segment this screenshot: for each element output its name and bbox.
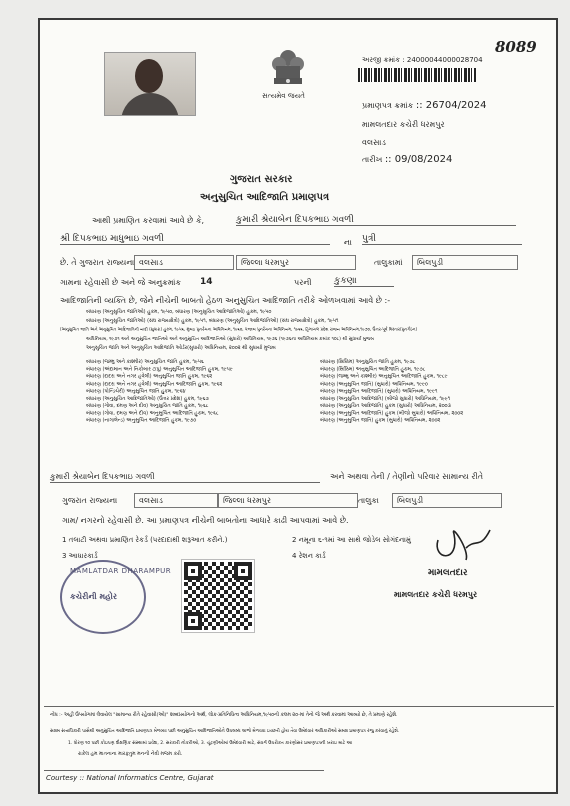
- footer-para-2: 1. ધોરણ ૧૦ પછી કોઇપણ શૈક્ષણિક સંસ્થામાં પ્રવેશ, 2. સરકારી નોકરીઓ, 3. ચૂંટણીઓમાં ઉમેદવારી માટે, સંવર્ગ ઉપરોક્ત કારણોસર પ્રમાણપત્રની ખરાઇ માટે આ: [68, 740, 353, 746]
- state-district-field-2: વલસાડ: [134, 493, 218, 508]
- basis-item-3: 3 આધારકાર્ડ: [62, 552, 98, 560]
- issuing-office: મામલતદાર કચેરી ધરમપુર: [362, 120, 445, 129]
- issuing-district: વલસાડ: [362, 138, 386, 147]
- order-left-item: બંધારણ (દાદરા અને નગર હવેલી) અનુસુચિત જાતિ હુકમ, ૧૯૬૨: [86, 373, 213, 379]
- state-text: છે. તે ગુજરાત રાજ્યના: [60, 258, 135, 267]
- footer-note: નોંધ :- અહીં ઉપયોગમાં લેવાયેલ "સામાન્ય રીતે રહેવાસી(ઓ)" શબ્દપ્રયોગનો અર્થ, લોક-પ્રતિનિધિત્વ અધિનિયમ,૧૯૫૦ની કલમ ૨૦-માં તેનો જે અર્થ કરવામાં આવ્યો છે, તે પ્રમાણે રહેશે.: [50, 712, 398, 718]
- order-para-3: (અનુસુચિત જાતિ અને અનુસુચિત આદિજાતિની યાદી (સુધારા) હુકમ, ૧૯૫૬, મુંબઇ પુનર્રચના અધિનિયમ, ૧૯૬૦, પંજાબ પુનર્રચના અધિનિયમ, ૧૯૬૬, હિમાચલ પ્રદેશ રાજ્ય અધિનિયમ,૧૯૭૦, ઉત્તર-પૂર્વ વિસ્તાર(પુનર્ગઠન): [60, 327, 418, 332]
- order-left-item: બંધારણ (નાગાલેન્ડ) અનુસુચિત આદિજાતિ હુકમ, ૧૯૭૦: [86, 417, 197, 424]
- state-district-field: વલસાડ: [134, 255, 234, 270]
- order-left-item: બંધારણ (ગોવા, દમણ અને દીવ) અનુસુચિત જાતિ હુકમ, ૧૯૬૮: [86, 402, 209, 409]
- signature-icon: [430, 520, 500, 570]
- caste-name: કુકણા: [334, 276, 394, 287]
- taluka-label: તાલુકામાં: [374, 258, 403, 267]
- signatory-title: મામલતદાર: [428, 568, 468, 578]
- order-left-item: બંધારણ (ગોવા, દમણ અને દીવ) અનુસુચિત આદિજાતિ હુકમ, ૧૯૬૮: [86, 410, 219, 416]
- basis-item-1: 1 તલાટી અથવા પ્રમાણિત રેકર્ડ (પરદાદાથી શરૂઆત કરીને.): [62, 536, 228, 544]
- order-right-item: બંધારણ (અનુસુચિત જાતિ) હુકમ (સુધારો) અધિનિયમ, ૨૦૦૨: [320, 417, 441, 424]
- seal-ring-text: MAMLATDAR DHARAMPUR: [70, 567, 172, 575]
- order-right-item: બંધારણ (અનુસુચિત આદિજાતિ) (સુધારો) અધિનિયમ, ૧૯૯૧: [320, 388, 438, 394]
- applicant-photo: [104, 52, 196, 116]
- certificate-number-row: પ્રમાણપત્ર ક્રમાંક :: 26704/2024: [362, 100, 487, 111]
- taluka-label-2: તાલુકા: [358, 496, 379, 505]
- certificate-title: અનુસુચિત આદિજાતિ પ્રમાણપત્ર: [200, 192, 330, 203]
- order-para-2: બંધારણ (અનુસુચિત જાતિઓ) (સંઘ રાજ્યક્ષેત્રો) હુકમ, ૧૯૫૧, બંધારણ (અનુસુચિત આદિજાતિઓ) (સંઘ રાજ્યક્ષેત્રો) હુકમ, ૧૯૫૧: [86, 318, 339, 324]
- order-left-item: બંધારણ (અંદામાન અને નિકોબાર ટાપુ) અનુસુચિત આદિજાતિ હુકમ, ૧૯૫૯: [86, 366, 233, 372]
- basis-item-4: 4 રેશન કાર્ડ: [292, 552, 326, 560]
- order-right-item: બંધારણ (અનુસુચિત જાતિ) (સુધારો) અધિનિયમ, ૧૯૯૦: [320, 380, 428, 387]
- family-text: અને અથવા તેની / તેણીનો પરિવાર સામાન્ય રીતે: [330, 472, 484, 481]
- order-para-1: બંધારણ (અનુસુચિત જાતિઓ) હુકમ, ૧૯૫૦, બંધારણ (અનુસુચિત આદિજાતિઓ) હુકમ, ૧૯૫૦: [86, 309, 272, 315]
- district-field: જિલ્લા ધરમપુર: [236, 255, 356, 270]
- order-right-item: બંધારણ (સિક્કિમ) અનુસુચિત આદિજાતિ હુકમ, ૧૯૭૮: [320, 366, 426, 372]
- orders-left-column: [86, 358, 233, 424]
- caste-suffix: પરની: [294, 278, 312, 287]
- order-left-item: બંધારણ (જમ્મુ અને કાશ્મીર) અનુસુચિત જાતિ હુકમ, ૧૯૫૬: [86, 358, 204, 365]
- order-right-item: બંધારણ (જમ્મુ અને કાશ્મીર) અનુસુચિત આદિજાતિ હુકમ, ૧૯૮૯: [320, 373, 448, 379]
- taluka-field: બિલપુડી: [412, 255, 518, 270]
- application-number: અરજી ક્રમાંક : 24000044000028704: [362, 56, 483, 64]
- qr-code: [182, 560, 254, 632]
- order-left-item: બંધારણ (દાદરા અને નગર હવેલી) અનુસુચિત આદિજાતિ હુકમ, ૧૯૬૨: [86, 380, 223, 387]
- emblem-caption: સત્યમેવ જયતે: [262, 92, 305, 100]
- relation: પુત્રી: [362, 234, 522, 245]
- basis-text: ગામ/ નગરનો રહેવાસી છે. આ પ્રમાણપત્ર નીચેની બાબતોના આધારે કાઢી આપવામાં આવે છે.: [62, 516, 349, 525]
- candidate-name-2: કુમારી શ્રેયાબેન દિપકભાઇ ગવળી: [50, 472, 320, 483]
- order-right-item: બંધારણ (સિક્કિમ) અનુસુચિત જાતિ હુકમ, ૧૯૭૮: [320, 358, 416, 365]
- state-text-2: ગુજરાત રાજ્યના: [62, 496, 118, 505]
- order-right-item: બંધારણ (અનુસુચિત આદિજાતિ) (બીજો સુધારો) અધિનિયમ, ૧૯૯૧: [320, 395, 451, 402]
- order-left-item: બંધારણ (પોન્ડિચેરી) અનુસુચિત જાતિ હુકમ, ૧૯૬૪: [86, 388, 186, 394]
- footer-para-1: સક્ષમ સત્તાધિકારી પાસેથી અનુસુચિત આદિજાતિ પ્રમાણપત્ર મેળવ્યા પછી અનુસુચિત આદિજાતિઓને ઉપલબ્ધ લાભો મેળવવા ઇચ્છતી હોય તેવા ઉમેદવાર અધિકારીઓ સમક્ષ પ્રમાણપત્ર રજુ કરવાનું રહેશે.: [50, 728, 400, 734]
- handwritten-number: 8089: [495, 38, 537, 56]
- relation-prefix: ના: [344, 238, 352, 247]
- footer-box: [44, 770, 324, 782]
- caste-text: ગામના રહેવાસી છે અને જે અનુક્રમાંક: [60, 278, 182, 287]
- seal-center-text: કચેરીની મહોર: [70, 592, 117, 601]
- orders-right-column: [320, 358, 463, 424]
- footer-para-3: રાકેલ હમ માતનાના મારફતુમ મનની નેવી મજમ કરો.: [78, 751, 183, 757]
- certificate-sheet: [38, 18, 558, 794]
- national-emblem-icon: [268, 44, 308, 92]
- courtesy-text: Courtesy :: National Informatics Centre, Gujarat: [46, 774, 214, 782]
- district-field-2: જિલ્લા ધરમપુર: [218, 493, 358, 508]
- order-para-5: અનુસુચિત જાતિ અને અનુસુચિત આદિજાતિ ઓર્ડર(સુધારો) અધિનિયમ, ૨૦૦૨ થી સુધાર્યા મુજબ: [86, 345, 276, 351]
- serial-number: 14: [200, 277, 213, 287]
- office-seal: [60, 560, 172, 634]
- order-right-item: બંધારણ (અનુસુચિત આદિજાતિ) હુકમ (સુધારો) અધિનિયમ, ૨૦૦૩: [320, 402, 451, 409]
- order-para-4: અધિનિયમ, ૧૯૭૧ અને અનુસુચિત જાતિઓ અને અનુસુચિત આદિજાતિઓ (સુધારો) અધિનિયમ, ૧૯૭૬ (૧૯૭૬ના અધિનિયમ ક્રમાંક ૧૦૮) થી સુધાર્યા મુજબ: [86, 336, 375, 342]
- taluka-field-2: બિલપુડી: [392, 493, 502, 508]
- barcode: [358, 68, 476, 82]
- signatory-office: મામલતદાર કચેરી ધરમપુર: [394, 590, 478, 599]
- basis-item-2: 2 નમૂના ૬-૧માં આ સાથે જોડેલ સોગંદનામું: [292, 536, 411, 544]
- order-right-item: બંધારણ (અનુસુચિત આદિજાતિ) હુકમ (બીજો સુધારો) અધિનિયમ, ૨૦૦૨: [320, 410, 464, 416]
- certify-text: આથી પ્રમાણિત કરવામાં આવે છે કે,: [92, 216, 205, 225]
- recognition-text: આદિજાતિની વ્યક્તિ છે, જેને નીચેની બાબતો હેઠળ અનુસુચિત આદિજાતિ તરીકે ઓળખવામાં આવે છે :-: [60, 296, 391, 305]
- candidate-name: કુમારી શ્રેયાબેન દિપકભાઇ ગવળી: [236, 215, 516, 226]
- certificate-date-row: તારીખ :: 09/08/2024: [362, 154, 453, 165]
- father-name: શ્રી દિપકભાઇ માધુભાઇ ગવળી: [60, 234, 330, 245]
- order-left-item: બંધારણ (અનુસુચિત આદિજાતિઓ) (ઉત્તર પ્રદેશ) હુકમ, ૧૯૬૭: [86, 395, 209, 402]
- government-title: ગુજરાત સરકાર: [230, 174, 293, 185]
